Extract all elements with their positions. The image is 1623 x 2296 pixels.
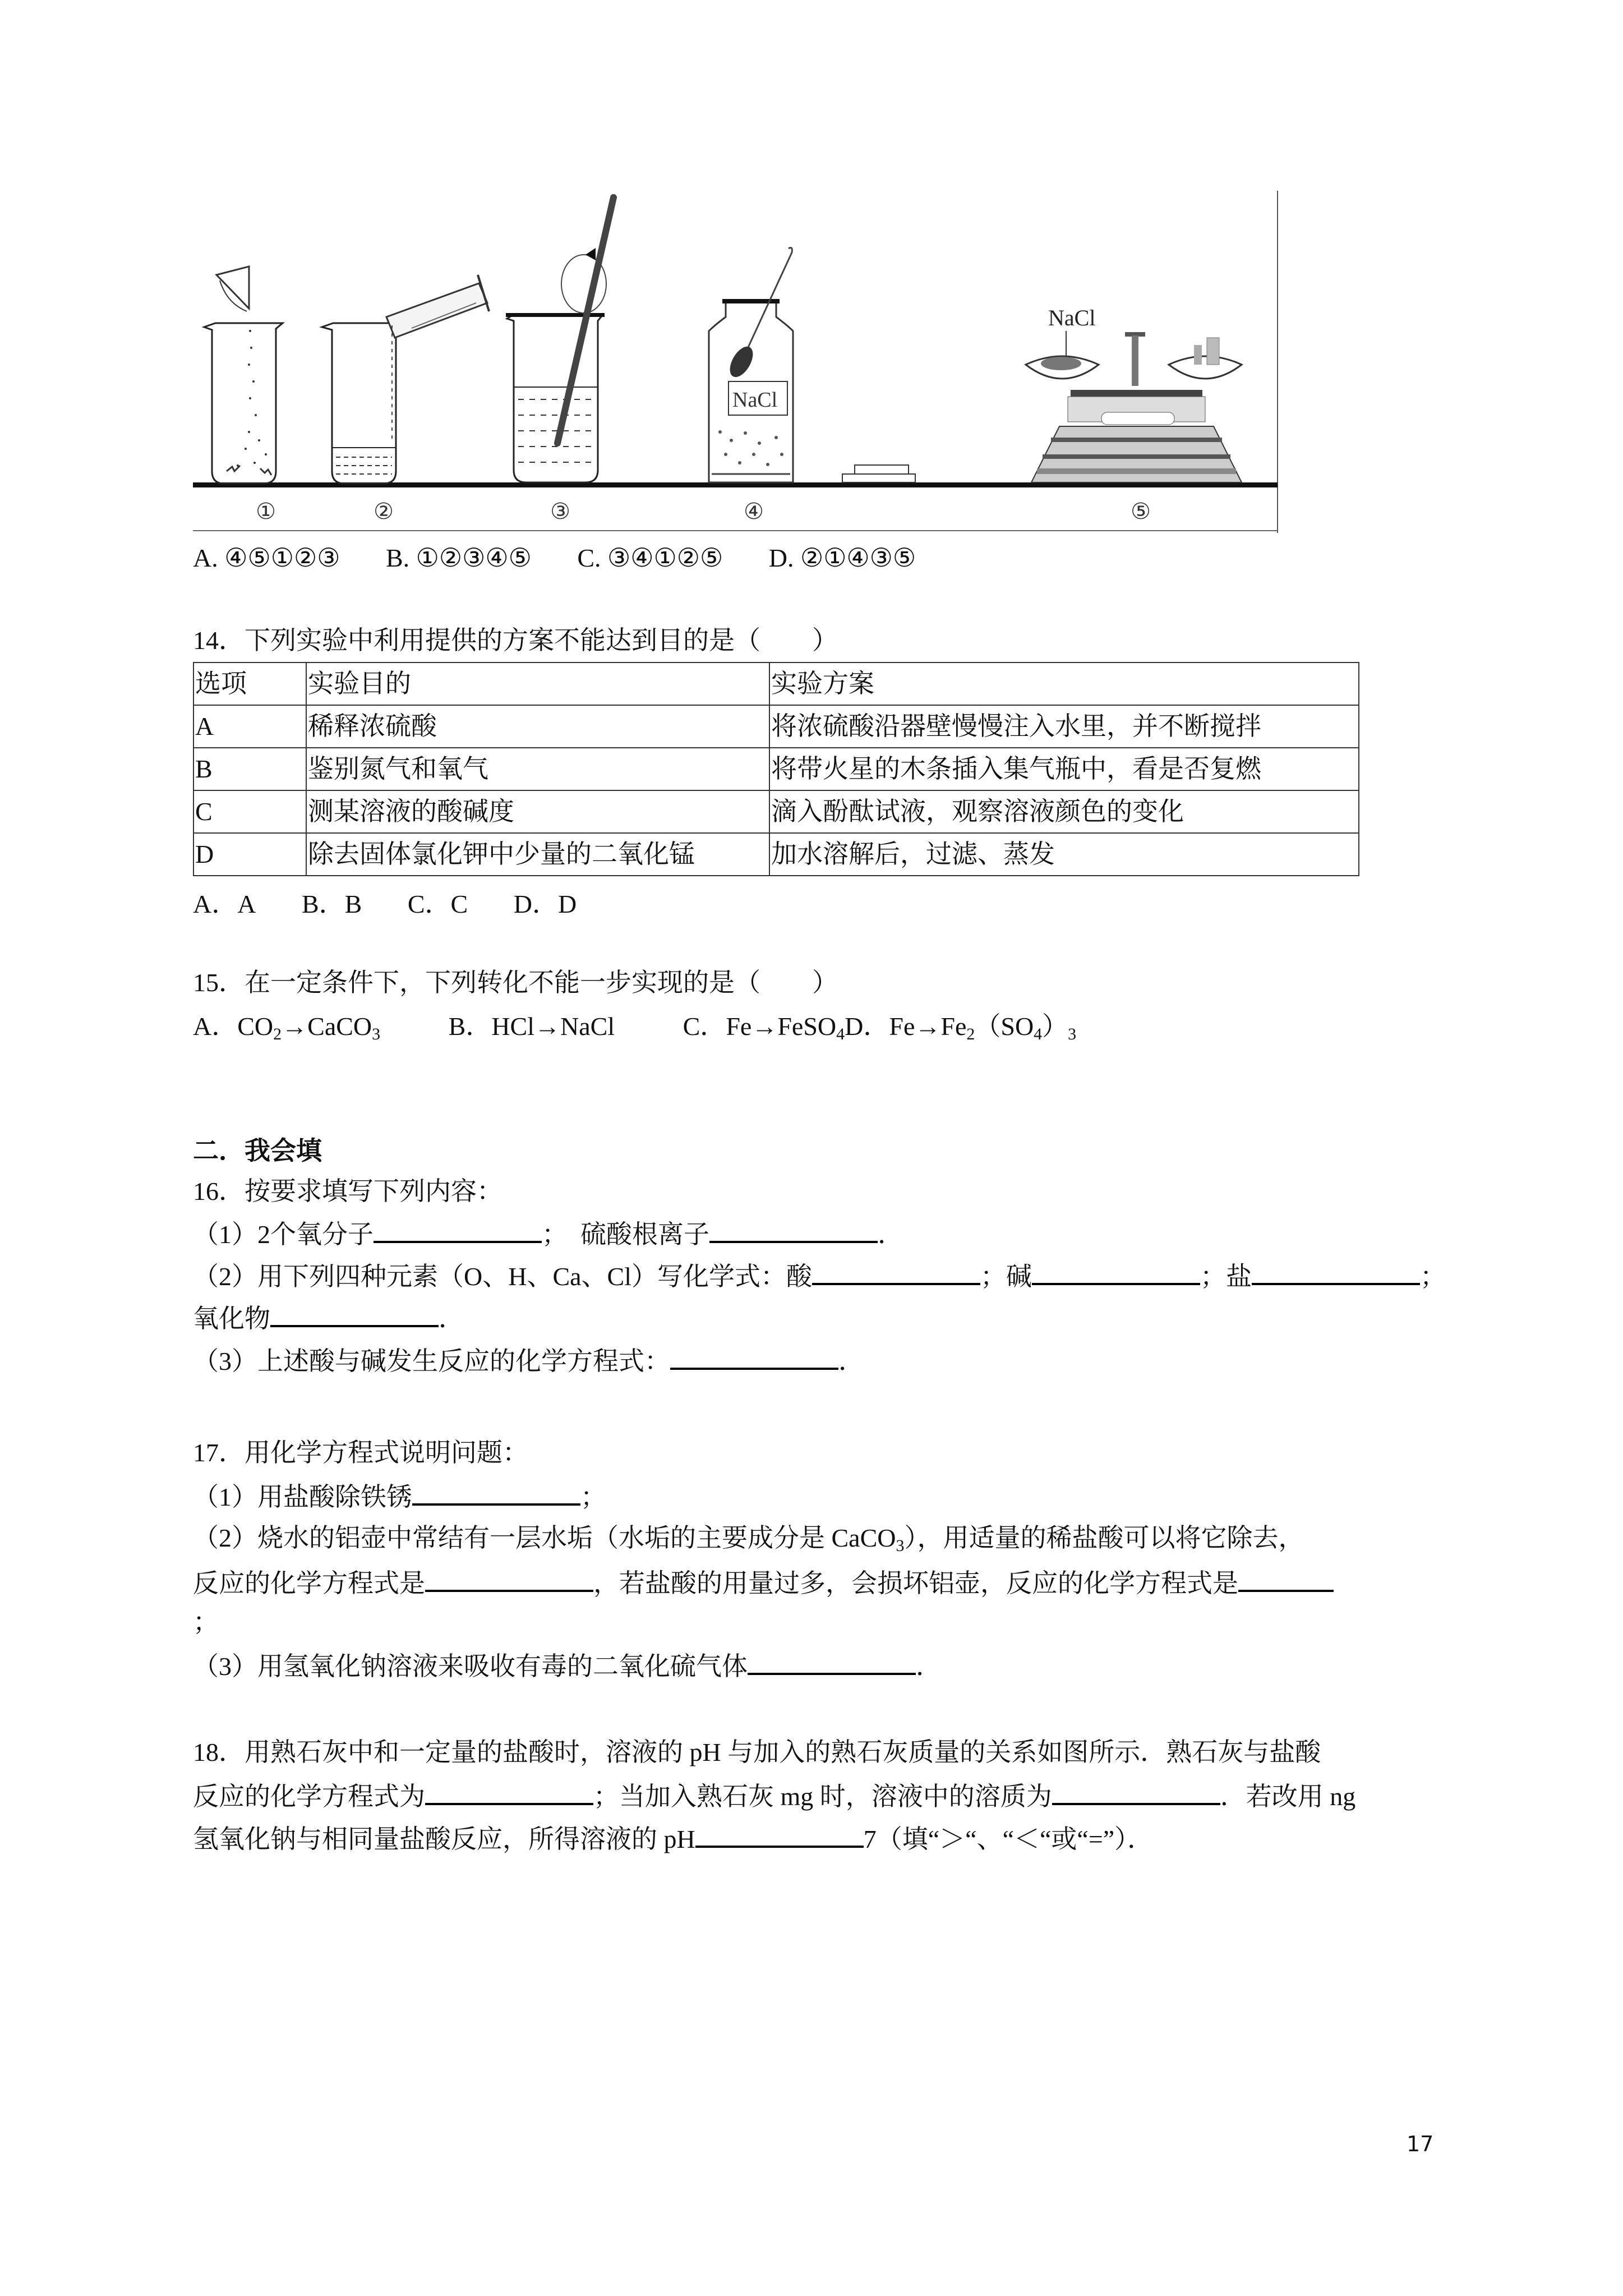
subscript: 2 xyxy=(273,1025,282,1043)
prompt-text: （1）2个氧分子 xyxy=(193,1220,374,1249)
table-row xyxy=(193,790,1359,833)
answer-blank[interactable] xyxy=(695,1821,864,1848)
formula: ） xyxy=(1042,1012,1068,1041)
figure-label-2: ② xyxy=(374,499,394,524)
table-cell: D xyxy=(193,833,306,876)
formula: （SO xyxy=(975,1012,1034,1041)
prompt-text: 氧化物 xyxy=(193,1304,270,1333)
q17-part3 xyxy=(193,1648,942,1683)
section-title: 二．我会填 xyxy=(193,1137,322,1165)
prompt-text: （3）用氢氧化钠溶液来吸收有毒的二氧化硫气体 xyxy=(193,1652,748,1681)
stir-arrow-icon xyxy=(561,255,606,313)
q18-line3 xyxy=(193,1821,1153,1856)
option-key: C． xyxy=(407,890,451,918)
subscript: 4 xyxy=(1034,1025,1043,1043)
option-key: C． xyxy=(683,1012,726,1041)
q14-stem: 14．下列实验中利用提供的方案不能达到目的是（ ） xyxy=(193,626,838,655)
prompt-text: ；碱 xyxy=(980,1262,1032,1291)
prompt-text: 反应的化学方程式为 xyxy=(193,1782,425,1811)
option-key: A． xyxy=(193,1012,238,1041)
option-key: B． xyxy=(448,1012,492,1041)
punctuation: ； xyxy=(1420,1262,1446,1291)
answer-blank[interactable] xyxy=(425,1778,593,1805)
prompt-text: 反应的化学方程式是 xyxy=(193,1569,425,1598)
q15-option-b[interactable] xyxy=(449,1010,615,1043)
q13-option-c[interactable] xyxy=(577,541,723,575)
answer-blank[interactable] xyxy=(425,1565,593,1592)
q17-part1 xyxy=(193,1479,606,1514)
arrow-icon: → xyxy=(282,1012,308,1041)
beaker-1-icon xyxy=(204,266,283,484)
option-key: D． xyxy=(513,890,558,918)
option-key: D. xyxy=(768,544,794,572)
prompt-text: （2）用下列四种元素（O、H、Ca、Cl）写化学式：酸 xyxy=(193,1262,812,1291)
answer-blank[interactable] xyxy=(812,1258,980,1285)
table-cell: 加水溶解后，过滤、蒸发 xyxy=(769,833,1359,876)
q16-part1 xyxy=(193,1216,903,1251)
formula: Fe xyxy=(726,1012,752,1041)
q18-line2 xyxy=(193,1778,1355,1814)
option-text: D xyxy=(557,890,577,918)
prompt-text: ．若改用 ng xyxy=(1220,1782,1356,1811)
balance-label: NaCl xyxy=(1048,305,1096,330)
q14-options xyxy=(193,887,577,921)
table-cell: 鉴别氮气和氧气 xyxy=(306,748,769,790)
prompt-text: ），用适量的稀盐酸可以将它除去， xyxy=(904,1524,1304,1552)
option-key: A． xyxy=(193,890,238,918)
arrow-icon: → xyxy=(751,1012,778,1041)
q13-option-d[interactable] xyxy=(769,541,916,575)
formula: CO xyxy=(237,1012,274,1041)
table-cell: 将浓硫酸沿器壁慢慢注入水里，并不断搅拌 xyxy=(769,705,1359,748)
option-key: B. xyxy=(385,544,410,572)
q14-option-d[interactable] xyxy=(514,887,577,921)
bottle-label: NaCl xyxy=(732,388,778,412)
table-cell: C xyxy=(193,790,306,833)
table-header-row xyxy=(193,662,1359,705)
prompt-text: （2）烧水的铝壶中常结有一层水垢（水垢的主要成分是 CaCO xyxy=(193,1524,896,1552)
formula: HCl xyxy=(491,1012,535,1041)
option-text: C xyxy=(450,890,468,918)
option-text: ②①④③⑤ xyxy=(800,544,916,572)
option-text: ④⑤①②③ xyxy=(224,544,340,572)
prompt-text: ；当加入熟石灰 mg 时，溶液中的溶质为 xyxy=(593,1782,1052,1811)
q15-options xyxy=(193,1010,1076,1043)
q15-option-c[interactable] xyxy=(683,1010,845,1043)
table-row xyxy=(193,748,1359,790)
table-cell: 稀释浓硫酸 xyxy=(306,705,769,748)
formula: FeSO xyxy=(777,1012,837,1041)
beaker-3-icon xyxy=(342,191,614,482)
weighing-paper-icon xyxy=(842,465,915,482)
graduated-cylinder-icon xyxy=(386,275,489,443)
table-header-cell: 选项 xyxy=(193,662,306,705)
option-key: C. xyxy=(577,544,601,572)
formula: NaCl xyxy=(560,1012,615,1041)
table-row xyxy=(193,705,1359,748)
option-key: D． xyxy=(845,1012,889,1041)
arrow-icon: → xyxy=(534,1012,561,1041)
q17-stem: 17．用化学方程式说明问题： xyxy=(193,1438,528,1467)
answer-blank[interactable] xyxy=(374,1216,542,1243)
prompt-text: 7（填“＞“、“＜“或“=”）． xyxy=(863,1825,1154,1853)
table-cell: A xyxy=(193,705,306,748)
q13-option-b[interactable] xyxy=(386,541,532,575)
punctuation: ． xyxy=(838,1347,864,1375)
option-text: ③④①②⑤ xyxy=(607,544,723,572)
table-header-cell: 实验方案 xyxy=(769,662,1359,705)
table-row xyxy=(193,833,1359,876)
table-cell: 除去固体氯化钾中少量的二氧化锰 xyxy=(306,833,769,876)
answer-blank[interactable] xyxy=(748,1648,916,1675)
q15-option-a[interactable] xyxy=(193,1010,380,1043)
reagent-bottle-icon xyxy=(709,248,793,482)
q16-part3 xyxy=(193,1343,864,1378)
prompt-text: ； 硫酸根离子 xyxy=(542,1220,709,1249)
punctuation: ； xyxy=(580,1483,606,1511)
q13-options xyxy=(193,541,916,575)
table-cell: 测某溶液的酸碱度 xyxy=(306,790,769,833)
table-cell: 滴入酚酞试液，观察溶液颜色的变化 xyxy=(769,790,1359,833)
prompt-text: （3）上述酸与碱发生反应的化学方程式： xyxy=(193,1347,670,1375)
figure-svg xyxy=(193,191,1279,539)
formula: Fe xyxy=(889,1012,915,1041)
option-text: A xyxy=(237,890,256,918)
q14-option-b[interactable] xyxy=(302,887,362,921)
answer-blank[interactable] xyxy=(1252,1258,1420,1285)
answer-blank[interactable] xyxy=(1032,1258,1200,1285)
q14-option-a[interactable] xyxy=(193,887,256,921)
option-text: ①②③④⑤ xyxy=(416,544,532,572)
q17-part2-end: ； xyxy=(193,1608,219,1636)
page-number: 17 xyxy=(1407,2132,1434,2156)
figure-label-5: ⑤ xyxy=(1131,499,1151,524)
q17-part2-cont xyxy=(193,1565,1334,1600)
table-header-cell: 实验目的 xyxy=(306,662,769,705)
subscript: 4 xyxy=(836,1025,845,1043)
subscript: 2 xyxy=(966,1025,975,1043)
subscript: 3 xyxy=(372,1025,381,1043)
prompt-text: ，若盐酸的用量过多，会损坏铝壶，反应的化学方程式是 xyxy=(593,1569,1238,1598)
figure-label-1: ① xyxy=(256,499,276,524)
q16-stem: 16．按要求填写下列内容： xyxy=(193,1177,502,1205)
option-key: B． xyxy=(301,890,345,918)
table-cell: 将带火星的木条插入集气瓶中，看是否复燃 xyxy=(769,748,1359,790)
formula: Fe xyxy=(940,1012,967,1041)
q14-option-c[interactable] xyxy=(408,887,468,921)
q16-part2-cont xyxy=(193,1300,464,1336)
table-cell: B xyxy=(193,748,306,790)
formula: CaCO xyxy=(307,1012,372,1041)
option-key: A. xyxy=(193,544,218,572)
balance-icon xyxy=(1026,305,1242,482)
answer-blank[interactable] xyxy=(412,1479,580,1506)
answer-blank[interactable] xyxy=(1052,1778,1220,1805)
prompt-text: ；盐 xyxy=(1200,1262,1252,1291)
answer-blank[interactable] xyxy=(709,1216,878,1243)
answer-blank[interactable] xyxy=(1238,1565,1334,1592)
answer-blank[interactable] xyxy=(270,1300,439,1327)
option-text: B xyxy=(344,890,362,918)
q16-part2 xyxy=(193,1258,1446,1294)
q14-table xyxy=(193,662,1359,876)
subscript: 3 xyxy=(1068,1025,1077,1043)
prompt-text: （1）用盐酸除铁锈 xyxy=(193,1483,412,1511)
prompt-text: 氢氧化钠与相同量盐酸反应，所得溶液的 pH xyxy=(193,1825,695,1853)
figure-label-3: ③ xyxy=(550,499,570,524)
q13-option-a[interactable] xyxy=(193,541,340,575)
lab-procedure-figure xyxy=(193,191,1279,539)
q18-line1: 18．用熟石灰中和一定量的盐酸时，溶液的 pH 与加入的熟石灰质量的关系如图所示．熟石灰与盐酸 xyxy=(193,1738,1321,1766)
figure-label-4: ④ xyxy=(744,499,764,524)
punctuation: ． xyxy=(878,1220,903,1249)
arrow-icon: → xyxy=(915,1012,941,1041)
q15-stem: 15．在一定条件下，下列转化不能一步实现的是（ ） xyxy=(193,968,838,997)
answer-blank[interactable] xyxy=(670,1343,838,1370)
punctuation: ． xyxy=(439,1304,464,1333)
glass-rod-icon xyxy=(557,197,614,443)
q15-option-d[interactable] xyxy=(845,1010,1076,1043)
subscript: 3 xyxy=(896,1536,905,1555)
q17-part2 xyxy=(193,1521,1304,1555)
punctuation: ． xyxy=(916,1652,942,1681)
beaker-2-icon xyxy=(322,275,489,484)
